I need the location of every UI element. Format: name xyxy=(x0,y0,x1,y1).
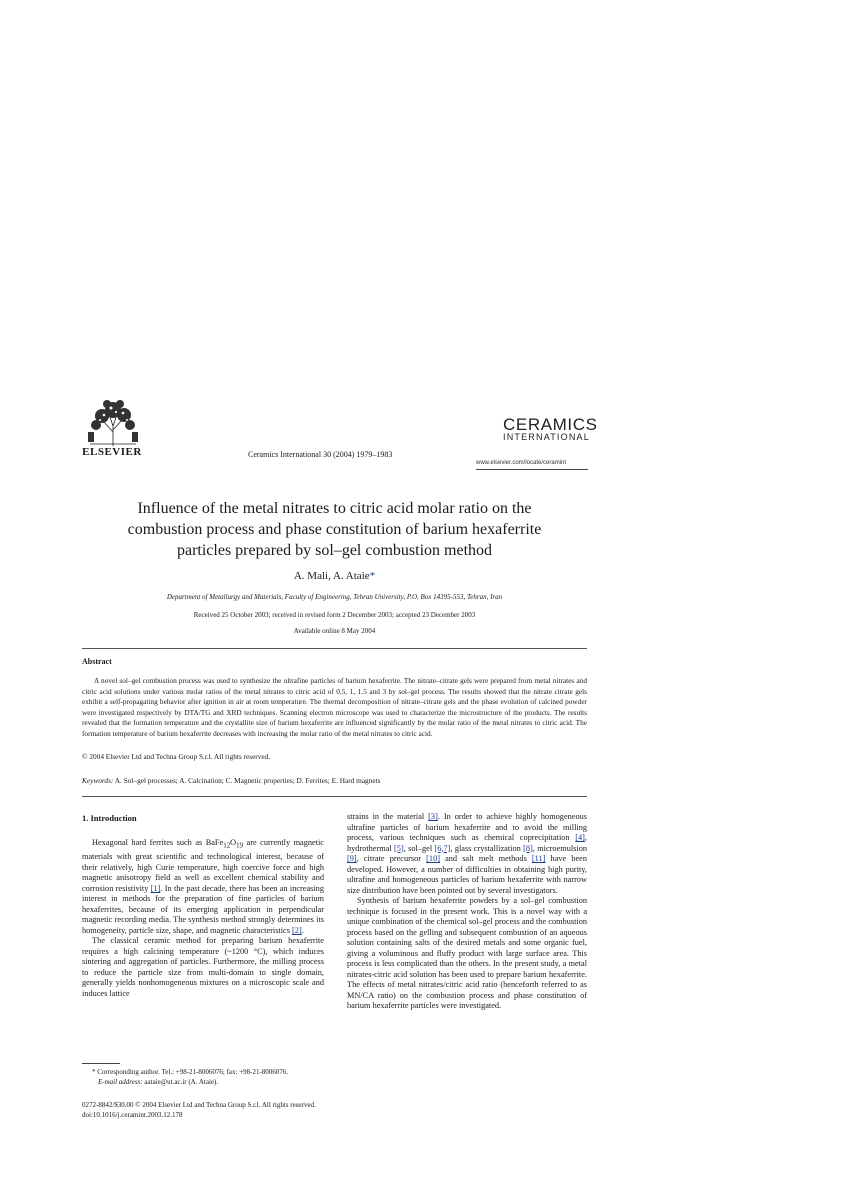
text-run: Hexagonal hard ferrites such as BaFe xyxy=(92,838,224,847)
paragraph: The classical ceramic method for preparing barium hexaferrite requires a high calcining temperature (~1200 °C), which induces sintering and aggregation of particles. Furthermore, the milling process to reduce the particle size from multi-domain to single domain, generally yields nonhomogeneous mixtures on a microscopic scale and induces lattice xyxy=(82,936,324,998)
affiliation: Department of Metallurgy and Materials, Faculty of Engineering, Tehran University, P.O. Box 14395-553, Tehran, Iran xyxy=(166,593,503,601)
email-label: E-mail address: xyxy=(98,1078,143,1086)
footnote-divider xyxy=(82,1063,120,1064)
keywords-list: A. Sol–gel processes; A. Calcination; C. Magnetic properties; D. Ferrites; E. Hard magnets xyxy=(113,776,381,785)
citation-link[interactable]: [3] xyxy=(428,812,438,821)
paper-title xyxy=(82,498,587,561)
article-history: Received 25 October 2003; received in revised form 2 December 2003; accepted 23 December 2003 xyxy=(193,611,476,619)
subscript: 19 xyxy=(236,842,244,850)
keywords-label: Keywords: xyxy=(82,776,114,785)
text-run: , sol–gel xyxy=(403,843,435,853)
citation-link[interactable]: [1] xyxy=(150,883,161,893)
text-run: have been developed. However, a number of difficulties in obtaining high purity, ultrafine and homogeneous particles of barium hexaferrite with narrow size distribution have been pointed out by several investigators. xyxy=(347,854,587,895)
email-footnote xyxy=(98,1078,218,1086)
text-run: . xyxy=(301,925,304,935)
text-run: . In order to achieve highly homogeneous ultrafine particles of barium hexaferrite and to avoid the milling process, various techniques such as chemical coprecipitation xyxy=(347,812,587,842)
abstract-copyright: © 2004 Elsevier Ltd and Techna Group S.r.l. All rights reserved. xyxy=(82,752,271,761)
journal-url-link[interactable]: www.elsevier.com/locate/ceramint xyxy=(476,460,567,466)
section-heading-introduction: 1. Introduction xyxy=(82,813,137,823)
abstract-top-divider xyxy=(82,648,587,649)
left-column xyxy=(82,838,324,999)
citation-link[interactable]: [10] xyxy=(426,854,440,863)
text-run: are currently magnetic materials with great scientific and technological interest, because of their relatively, high Curie temperature, high coercive force and high magnetic anisotropy field as well as excellent chemical stability and corrosion resistivity xyxy=(82,838,324,893)
corresponding-author-link[interactable]: * xyxy=(369,570,376,582)
citation-link[interactable]: [4] xyxy=(575,833,585,842)
online-date: Available online 8 May 2004 xyxy=(293,627,376,635)
text-run: strains in the material xyxy=(347,812,429,821)
author-list xyxy=(82,570,587,582)
abstract-heading: Abstract xyxy=(82,657,112,666)
text-run: and salt melt methods xyxy=(439,854,532,863)
text-run: , microemulsion xyxy=(532,843,587,853)
keywords xyxy=(82,776,380,785)
paragraph xyxy=(82,838,324,936)
doi-link[interactable]: doi:10.1016/j.ceramint.2003.12.178 xyxy=(82,1111,183,1119)
journal-reference: Ceramics International 30 (2004) 1979–1983 xyxy=(248,450,393,459)
subscript: 12 xyxy=(223,842,231,850)
issn-copyright: 0272-8842/$30.00 © 2004 Elsevier Ltd and Techna Group S.r.l. All rights reserved. xyxy=(82,1101,316,1109)
text-run: , citrate precursor xyxy=(356,854,427,863)
paragraph: Synthesis of barium hexaferrite powders by a sol–gel combustion technique is focused in the present work. This is a novel way with a unique combination of the chemical sol–gel process and the combustion process based on the gelling and subsequent combustion of an aqueous solution containing salts of the desired metals and some organic fuel, giving a voluminous and fluffy product with large surface area. This process is less complicated than the others. In the present study, a metal nitrates-citric acid solution has been used to prepare barium hexaferrite. The effects of metal nitrates/citric acid ratio (henceforth referred to as MN/CA ratio) on the combustion process and phase constitution of barium hexaferrite particles were investigated. xyxy=(347,896,587,1010)
title-line: particles prepared by sol–gel combustion method xyxy=(176,542,493,559)
citation-link[interactable]: [9] xyxy=(347,854,357,863)
text-run: O xyxy=(230,838,237,847)
text-run: . In the past decade, there has been an increasing interest in methods for the preparation of fine particles of barium hexaferrites, because of its emerging application in perpendicular magnetic recording media. The synthesis method strongly determines its homogeneity, particle size, shape, and magnetic characteristics xyxy=(82,883,324,935)
corresponding-author-footnote: * Corresponding author. Tel.: +98-21-8006076; fax: +98-21-8006076. xyxy=(92,1068,289,1076)
abstract-text: A novel sol–gel combustion process was used to synthesize the ultrafine particles of barium hexaferrite. The nitrate–citrate gels were prepared from metal nitrates and citric acid solutions under various molar ratios of the metal nitrates to citric acid of 0.5, 1, 1.5 and 3 by sol–gel process. The results showed that the nitrate citrate gels exhibit a self-propagating behavior after ignition in air at room temperature. The thermal decomposition of nitrate–citrate gels and the phase evolution of calcined powder were investigated respectively by DTA/TG and XRD techniques. Scanning electron microscope was used to characterize the microstructure of the products. The results revealed that the formation temperature and the crystallite size of barium hexaferrite are influenced significantly by the molar ratio of the metal nitrates to citric acid. The formation temperature of barium hexaferrite decreases with increasing the molar ratio of the metal nitrates to citric acid. xyxy=(82,676,587,738)
journal-logo-subtitle: INTERNATIONAL xyxy=(503,432,590,442)
paragraph xyxy=(347,812,587,896)
tree-icon xyxy=(82,398,144,448)
author-names: A. Mali, A. Ataie xyxy=(293,570,370,582)
title-line: Influence of the metal nitrates to citric acid molar ratio on the xyxy=(137,500,532,517)
publisher-name: ELSEVIER xyxy=(82,446,142,458)
email-address-link[interactable]: aataie@ut.ac.ir (A. Ataie). xyxy=(142,1078,219,1086)
citation-link[interactable]: [8] xyxy=(523,843,533,853)
citation-link[interactable]: [11] xyxy=(531,854,546,863)
citation-link[interactable]: [2] xyxy=(292,925,302,935)
citation-link[interactable]: [5] xyxy=(394,843,404,853)
citation-link[interactable]: [6,7] xyxy=(434,843,451,853)
header-divider xyxy=(476,469,588,470)
right-column xyxy=(347,812,587,1012)
abstract-bottom-divider xyxy=(82,796,587,797)
title-line: combustion process and phase constitution of barium hexaferrite xyxy=(127,521,542,538)
text-run: , glass crystallization xyxy=(450,843,524,853)
journal-logo-title: CERAMICS xyxy=(503,415,598,434)
text-run: , hydrothermal xyxy=(347,833,587,853)
